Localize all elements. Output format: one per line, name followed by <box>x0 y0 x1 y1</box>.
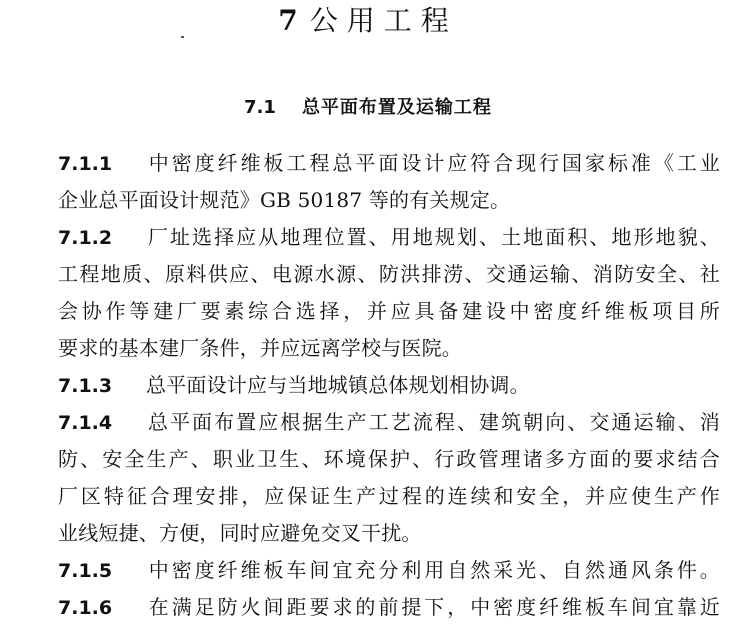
chapter-title: 公用工程 <box>309 4 458 37</box>
clause-text: 总平面设计应与当地城镇总体规划相协调。 <box>146 373 530 397</box>
clause-text: 会协作等建厂要素综合选择，并应具备建设中密度纤维板项目所 <box>58 299 720 323</box>
text-line <box>58 145 720 182</box>
text-line <box>58 441 720 478</box>
clause-number: 7.1.2 <box>58 227 113 249</box>
clause-text: 总平面布置应根据生产工艺流程、建筑朝向、交通运输、消 <box>146 410 720 434</box>
text-line <box>58 293 720 330</box>
text-line <box>58 182 720 219</box>
chapter-number: 7 <box>278 4 298 37</box>
clause-text: 要求的基本建厂条件，并应远离学校与医院。 <box>58 336 462 360</box>
chapter-heading <box>0 4 736 38</box>
clause-text: 厂址选择应从地理位置、用地规划、土地面积、地形地貌、 <box>146 225 720 249</box>
text-line <box>58 367 720 404</box>
text-line <box>58 404 720 441</box>
text-line <box>58 256 720 293</box>
clause-text: 工程地质、原料供应、电源水源、防洪排涝、交通运输、消防安全、社 <box>58 262 720 286</box>
clause-text: 中密度纤维板车间宜充分利用自然采光、自然通风条件。 <box>146 558 720 582</box>
text-line <box>58 515 720 552</box>
clause-text: 厂区特征合理安排，应保证生产过程的连续和安全，并应使生产作 <box>58 484 720 508</box>
section-heading <box>0 96 736 120</box>
text-line <box>58 552 720 589</box>
clause-number: 7.1.3 <box>58 375 113 397</box>
document-body <box>58 145 720 626</box>
clause-number: 7.1.4 <box>58 412 113 434</box>
clause-number: 7.1.1 <box>58 153 113 175</box>
clause-number: 7.1.5 <box>58 560 113 582</box>
clause-text: 业线短捷、方便，同时应避免交叉干扰。 <box>58 521 422 545</box>
clause-text: 在满足防火间距要求的前提下，中密度纤维板车间宜靠近 <box>146 595 720 619</box>
clause-text: 中密度纤维板工程总平面设计应符合现行国家标准《工业 <box>146 151 720 175</box>
scan-mark <box>181 36 184 38</box>
text-line <box>58 589 720 626</box>
section-title: 总平面布置及运输工程 <box>301 97 492 118</box>
text-line <box>58 478 720 515</box>
section-number: 7.1 <box>244 97 276 118</box>
text-line <box>58 330 720 367</box>
text-line <box>58 219 720 256</box>
clause-text: 企业总平面设计规范》GB 50187 等的有关规定。 <box>58 188 511 212</box>
clause-number: 7.1.6 <box>58 597 113 619</box>
clause-text: 防、安全生产、职业卫生、环境保护、行政管理诸多方面的要求结合 <box>58 447 720 471</box>
